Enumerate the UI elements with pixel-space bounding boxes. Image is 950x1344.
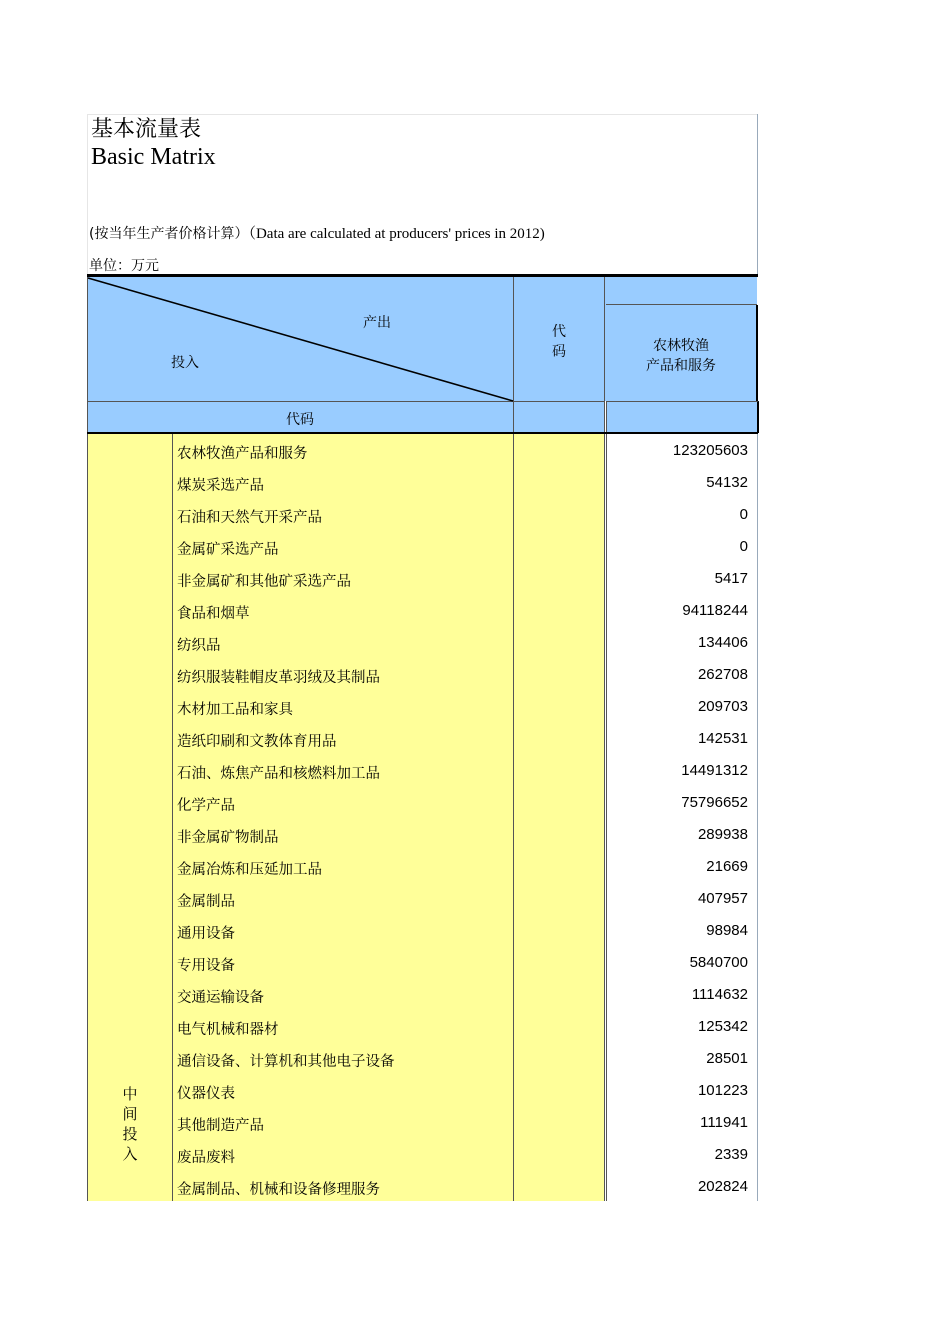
- header-code-row-col1-cell: [606, 401, 759, 433]
- row-name: 通用设备: [177, 926, 235, 942]
- table-row: [0, 1044, 950, 1076]
- row-name: 木材加工品和家具: [177, 702, 293, 718]
- table-row: [0, 692, 950, 724]
- page-frame-left: [87, 114, 88, 276]
- page-frame-right: [757, 114, 758, 276]
- row-name: 石油和天然气开采产品: [177, 510, 322, 526]
- table-row: [0, 564, 950, 596]
- table-row: [0, 660, 950, 692]
- row-name: 非金属矿物制品: [177, 830, 279, 846]
- row-name: 农林牧渔产品和服务: [177, 446, 308, 462]
- table-row: [0, 916, 950, 948]
- header-diagonal-line: [87, 277, 514, 402]
- table-row: [0, 884, 950, 916]
- row-name: 金属制品: [177, 894, 235, 910]
- row-value: 262708: [697, 666, 748, 683]
- table-row: [0, 1140, 950, 1172]
- table-row: [0, 788, 950, 820]
- table-body: [0, 436, 950, 1204]
- column-header-agriculture: [606, 336, 756, 376]
- group-label-char: 投: [122, 1125, 138, 1143]
- row-name: 电气机械和器材: [177, 1022, 279, 1038]
- row-value: 0: [739, 506, 748, 523]
- header-code-label-line2: 码: [552, 344, 566, 360]
- row-name: 非金属矿和其他矿采选产品: [177, 574, 351, 590]
- row-name: 煤炭采选产品: [177, 478, 264, 494]
- row-value: 28501: [706, 1050, 748, 1067]
- row-value: 2339: [714, 1146, 748, 1163]
- row-value: 0: [739, 538, 748, 555]
- header-code-label-line1: 代: [552, 324, 566, 340]
- row-name: 食品和烟草: [177, 606, 250, 622]
- table-row: [0, 1012, 950, 1044]
- row-name: 纺织品: [177, 638, 221, 654]
- row-value: 5840700: [689, 954, 748, 971]
- row-value: 98984: [706, 922, 748, 939]
- row-name: 石油、炼焦产品和核燃料加工品: [177, 766, 380, 782]
- row-value: 142531: [697, 730, 748, 747]
- column-header-line1: 农林牧渔: [653, 338, 709, 354]
- row-name: 其他制造产品: [177, 1118, 264, 1134]
- row-name: 金属矿采选产品: [177, 542, 279, 558]
- group-label-char: 入: [122, 1145, 138, 1163]
- row-value: 94118244: [682, 602, 748, 619]
- group-label-char: 间: [122, 1105, 138, 1123]
- row-name: 交通运输设备: [177, 990, 264, 1006]
- table-row: [0, 468, 950, 500]
- table-row: [0, 1076, 950, 1108]
- table-row: [0, 436, 950, 468]
- title-chinese: 基本流量表: [91, 117, 202, 142]
- row-value: 75796652: [681, 794, 748, 811]
- row-name: 仪器仪表: [177, 1086, 235, 1102]
- column-header-line2: 产品和服务: [646, 358, 716, 374]
- table-row: [0, 980, 950, 1012]
- header-top-strip: [606, 277, 757, 305]
- row-value: 5417: [714, 570, 748, 587]
- row-value: 209703: [697, 698, 748, 715]
- header-input-label: 投入: [171, 355, 199, 371]
- row-value: 1114632: [691, 986, 748, 1003]
- table-row: [0, 628, 950, 660]
- row-name: 金属制品、机械和设备修理服务: [177, 1182, 380, 1198]
- row-value: 54132: [706, 474, 748, 491]
- table-row: [0, 820, 950, 852]
- table-row: [0, 1172, 950, 1204]
- row-name: 造纸印刷和文教体育用品: [177, 734, 337, 750]
- table-row: [0, 500, 950, 532]
- row-name: 废品废料: [177, 1150, 235, 1166]
- row-value: 14491312: [681, 762, 748, 779]
- header-code-row-code-cell: [513, 401, 605, 433]
- table-row: [0, 1108, 950, 1140]
- header-output-label: 产出: [363, 315, 391, 331]
- row-name: 金属冶炼和压延加工品: [177, 862, 322, 878]
- table-row: [0, 724, 950, 756]
- row-value: 21669: [706, 858, 748, 875]
- header-code-label: [549, 322, 569, 362]
- table-row: [0, 532, 950, 564]
- table-row: [0, 852, 950, 884]
- group-label-char: 中: [122, 1085, 138, 1103]
- code-row-label: 代码: [286, 412, 314, 428]
- title-english: Basic Matrix: [91, 144, 216, 170]
- price-note-cn: (按当年生产者价格计算）: [89, 226, 249, 242]
- row-value: 289938: [697, 826, 748, 843]
- row-value: 407957: [697, 890, 748, 907]
- price-note-en: （Data are calculated at producers' prices in 2012): [248, 226, 545, 242]
- row-value: 111941: [700, 1114, 748, 1131]
- row-value: 202824: [697, 1178, 748, 1195]
- row-name: 专用设备: [177, 958, 235, 974]
- row-value: 134406: [697, 634, 748, 651]
- row-value: 101223: [697, 1082, 748, 1099]
- row-value: 123205603: [672, 442, 748, 459]
- row-name: 纺织服装鞋帽皮革羽绒及其制品: [177, 670, 380, 686]
- table-row: [0, 948, 950, 980]
- price-note: [89, 222, 545, 243]
- table-row: [0, 596, 950, 628]
- row-name: 通信设备、计算机和其他电子设备: [177, 1054, 395, 1070]
- row-name: 化学产品: [177, 798, 235, 814]
- row-value: 125342: [697, 1018, 748, 1035]
- unit-label: 单位：万元: [89, 258, 159, 274]
- table-row: [0, 756, 950, 788]
